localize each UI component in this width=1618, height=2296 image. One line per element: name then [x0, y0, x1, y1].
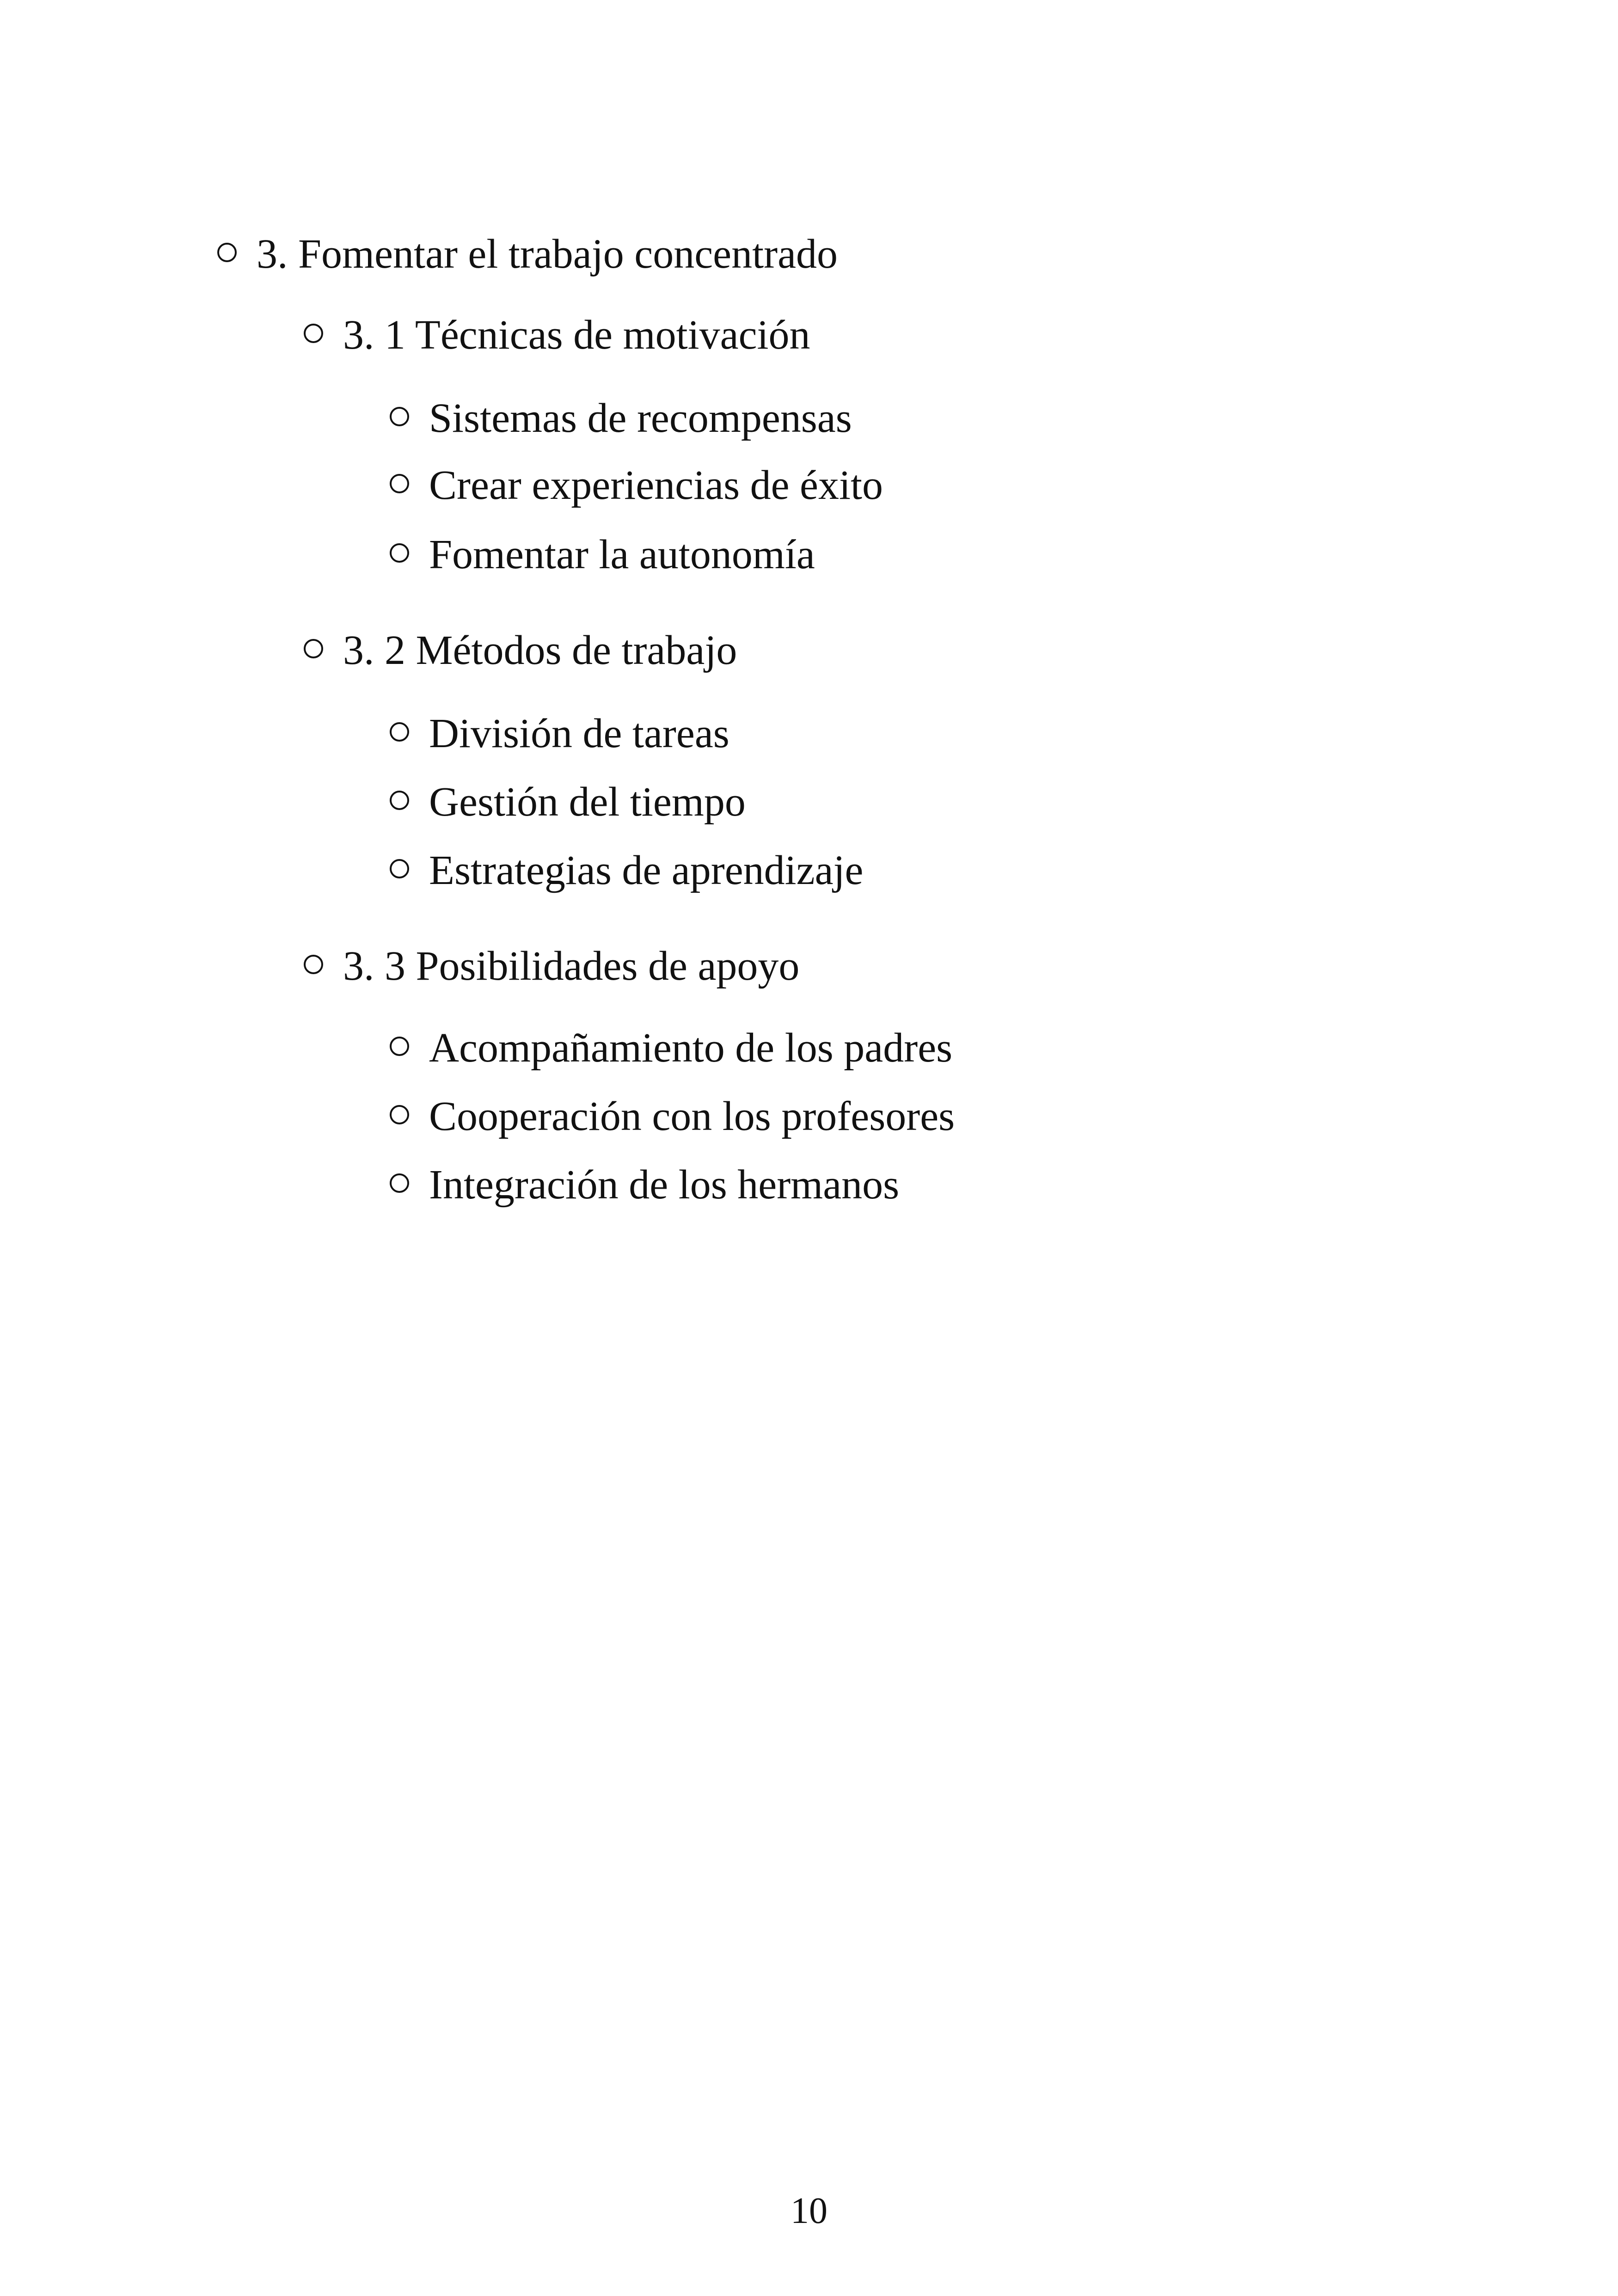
hollow-circle-bullet-icon: [390, 543, 409, 563]
section-heading: 3. 2 Métodos de trabajo: [343, 627, 737, 673]
list-item: Fomentar la autonomía: [429, 532, 815, 577]
hollow-circle-bullet-icon: [390, 1173, 409, 1193]
hollow-circle-bullet-icon: [217, 243, 237, 262]
list-item: Integración de los hermanos: [429, 1162, 900, 1208]
hollow-circle-bullet-icon: [304, 324, 323, 343]
hollow-circle-bullet-icon: [390, 859, 409, 878]
section-heading-row: [304, 943, 800, 989]
hollow-circle-bullet-icon: [390, 1105, 409, 1124]
list-item-row: [390, 711, 729, 756]
list-item: Sistemas de recompensas: [429, 395, 852, 441]
list-item-row: [390, 1162, 900, 1208]
list-item-row: [390, 1025, 953, 1071]
list-item-row: [390, 395, 852, 441]
list-item: Estrategias de aprendizaje: [429, 847, 864, 893]
list-item-row: [390, 847, 864, 893]
outline-title-row: [217, 231, 838, 277]
section-heading: 3. 1 Técnicas de motivación: [343, 312, 810, 358]
list-item: Cooperación con los profesores: [429, 1093, 955, 1139]
section-heading: 3. 3 Posibilidades de apoyo: [343, 943, 800, 989]
list-item-row: [390, 1093, 955, 1139]
hollow-circle-bullet-icon: [390, 407, 409, 426]
hollow-circle-bullet-icon: [304, 639, 323, 658]
section-heading-row: [304, 627, 737, 673]
list-item: Acompañamiento de los padres: [429, 1025, 953, 1071]
list-item: Crear experiencias de éxito: [429, 462, 883, 508]
hollow-circle-bullet-icon: [390, 474, 409, 493]
hollow-circle-bullet-icon: [304, 955, 323, 974]
page-number: 10: [791, 2191, 827, 2231]
hollow-circle-bullet-icon: [390, 791, 409, 810]
list-item-row: [390, 779, 746, 825]
hollow-circle-bullet-icon: [390, 722, 409, 742]
hollow-circle-bullet-icon: [390, 1037, 409, 1056]
list-item-row: [390, 462, 883, 508]
list-item: Gestión del tiempo: [429, 779, 746, 825]
outline-title: 3. Fomentar el trabajo concentrado: [257, 231, 838, 277]
list-item-row: [390, 532, 815, 577]
list-item: División de tareas: [429, 711, 729, 756]
section-heading-row: [304, 312, 810, 358]
